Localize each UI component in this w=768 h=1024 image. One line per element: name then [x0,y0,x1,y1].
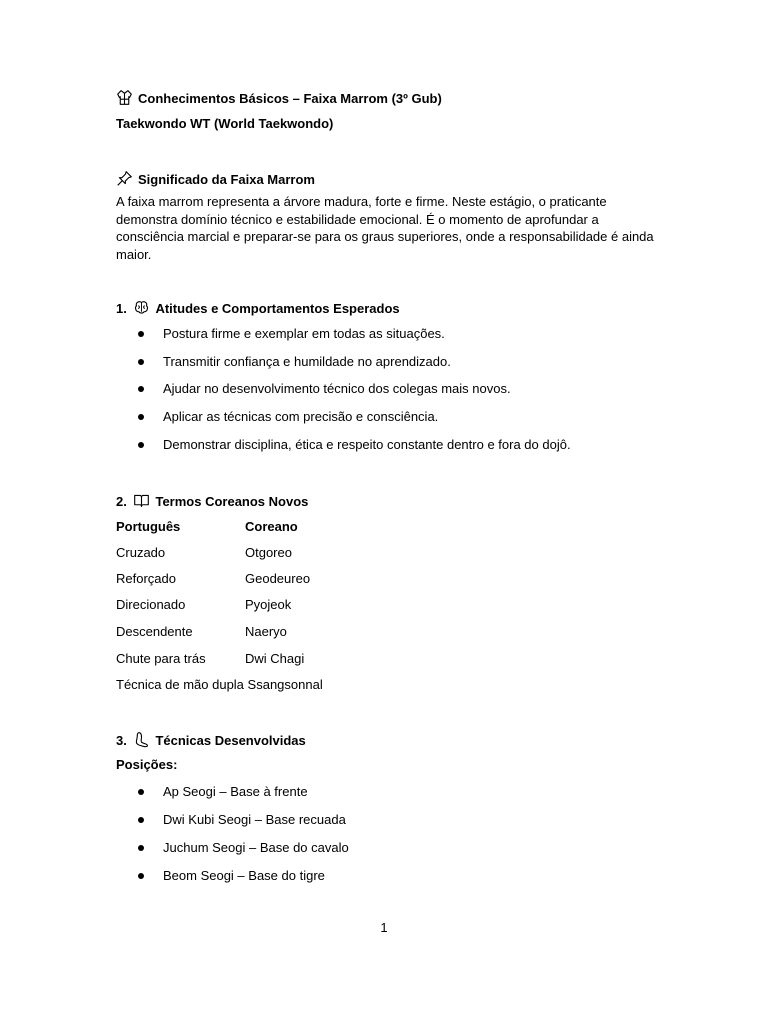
document-title [116,89,442,106]
section3-heading-text: Técnicas Desenvolvidas [155,733,306,748]
uniform-icon [116,89,133,106]
section2-heading-text: Termos Coreanos Novos [155,494,309,509]
section2-heading [116,492,308,509]
bullet [138,442,146,450]
page-number: 1 [380,920,388,935]
list-item-text: Ap Seogi – Base à frente [163,784,308,799]
bullet [138,789,146,797]
cell-portuguese: Chute para trás [116,651,206,666]
pushpin-icon [116,170,133,187]
cell-korean: Otgoreo [245,545,292,560]
list-item-text: Beom Seogi – Base do tigre [163,868,325,883]
cell-korean: Ssangsonnal [247,677,323,692]
column-header-korean: Coreano [245,519,298,534]
title-text: Conhecimentos Básicos – Faixa Marrom (3º Gub) [138,91,442,106]
bullet [138,845,146,853]
list-item-text: Demonstrar disciplina, ética e respeito constante dentro e fora do dojô. [163,437,571,452]
list-item-text: Dwi Kubi Seogi – Base recuada [163,812,346,827]
cell-portuguese: Reforçado [116,571,176,586]
bullet [138,359,146,367]
list-item-text: Juchum Seogi – Base do cavalo [163,840,349,855]
cell-korean: Dwi Chagi [245,651,305,666]
cell-portuguese: Descendente [116,624,193,639]
meaning-heading-text: Significado da Faixa Marrom [138,172,315,187]
document-subtitle: Taekwondo WT (World Taekwondo) [116,116,334,131]
cell-korean: Naeryo [245,624,287,639]
list-item-text: Postura firme e exemplar em todas as situações. [163,326,445,341]
section1-heading [116,299,400,316]
cell-portuguese: Direcionado [116,597,186,612]
cell-portuguese: Técnica de mão dupla [116,677,244,692]
section1-heading-text: Atitudes e Comportamentos Esperados [155,301,400,316]
bullet [138,873,146,881]
book-icon [133,492,150,509]
meaning-heading [116,170,315,187]
brain-icon [133,299,150,316]
cell-korean: Geodeureo [245,571,311,586]
positions-subheading: Posições: [116,757,178,772]
section2-number: 2. [116,494,127,509]
column-header-portuguese: Português [116,519,181,534]
bullet [138,414,146,422]
bullet [138,386,146,394]
meaning-paragraph: A faixa marrom representa a árvore madura, forte e firme. Neste estágio, o praticante demonstra domínio técnico e estabilidade emocional. É o momento de aprofundar a consciência marcial e preparar-se para os graus superiores, onde a responsabilidade é ainda maior. [116,194,654,262]
table-row [116,677,323,692]
cell-portuguese: Cruzado [116,545,166,560]
foot-icon [133,731,150,748]
cell-korean: Pyojeok [245,597,292,612]
bullet [138,331,146,339]
bullet [138,817,146,825]
list-item-text: Transmitir confiança e humildade no aprendizado. [163,354,451,369]
section3-heading [116,731,306,748]
list-item-text: Ajudar no desenvolvimento técnico dos colegas mais novos. [163,381,511,396]
list-item-text: Aplicar as técnicas com precisão e consciência. [163,409,439,424]
section3-number: 3. [116,733,127,748]
section1-number: 1. [116,301,127,316]
